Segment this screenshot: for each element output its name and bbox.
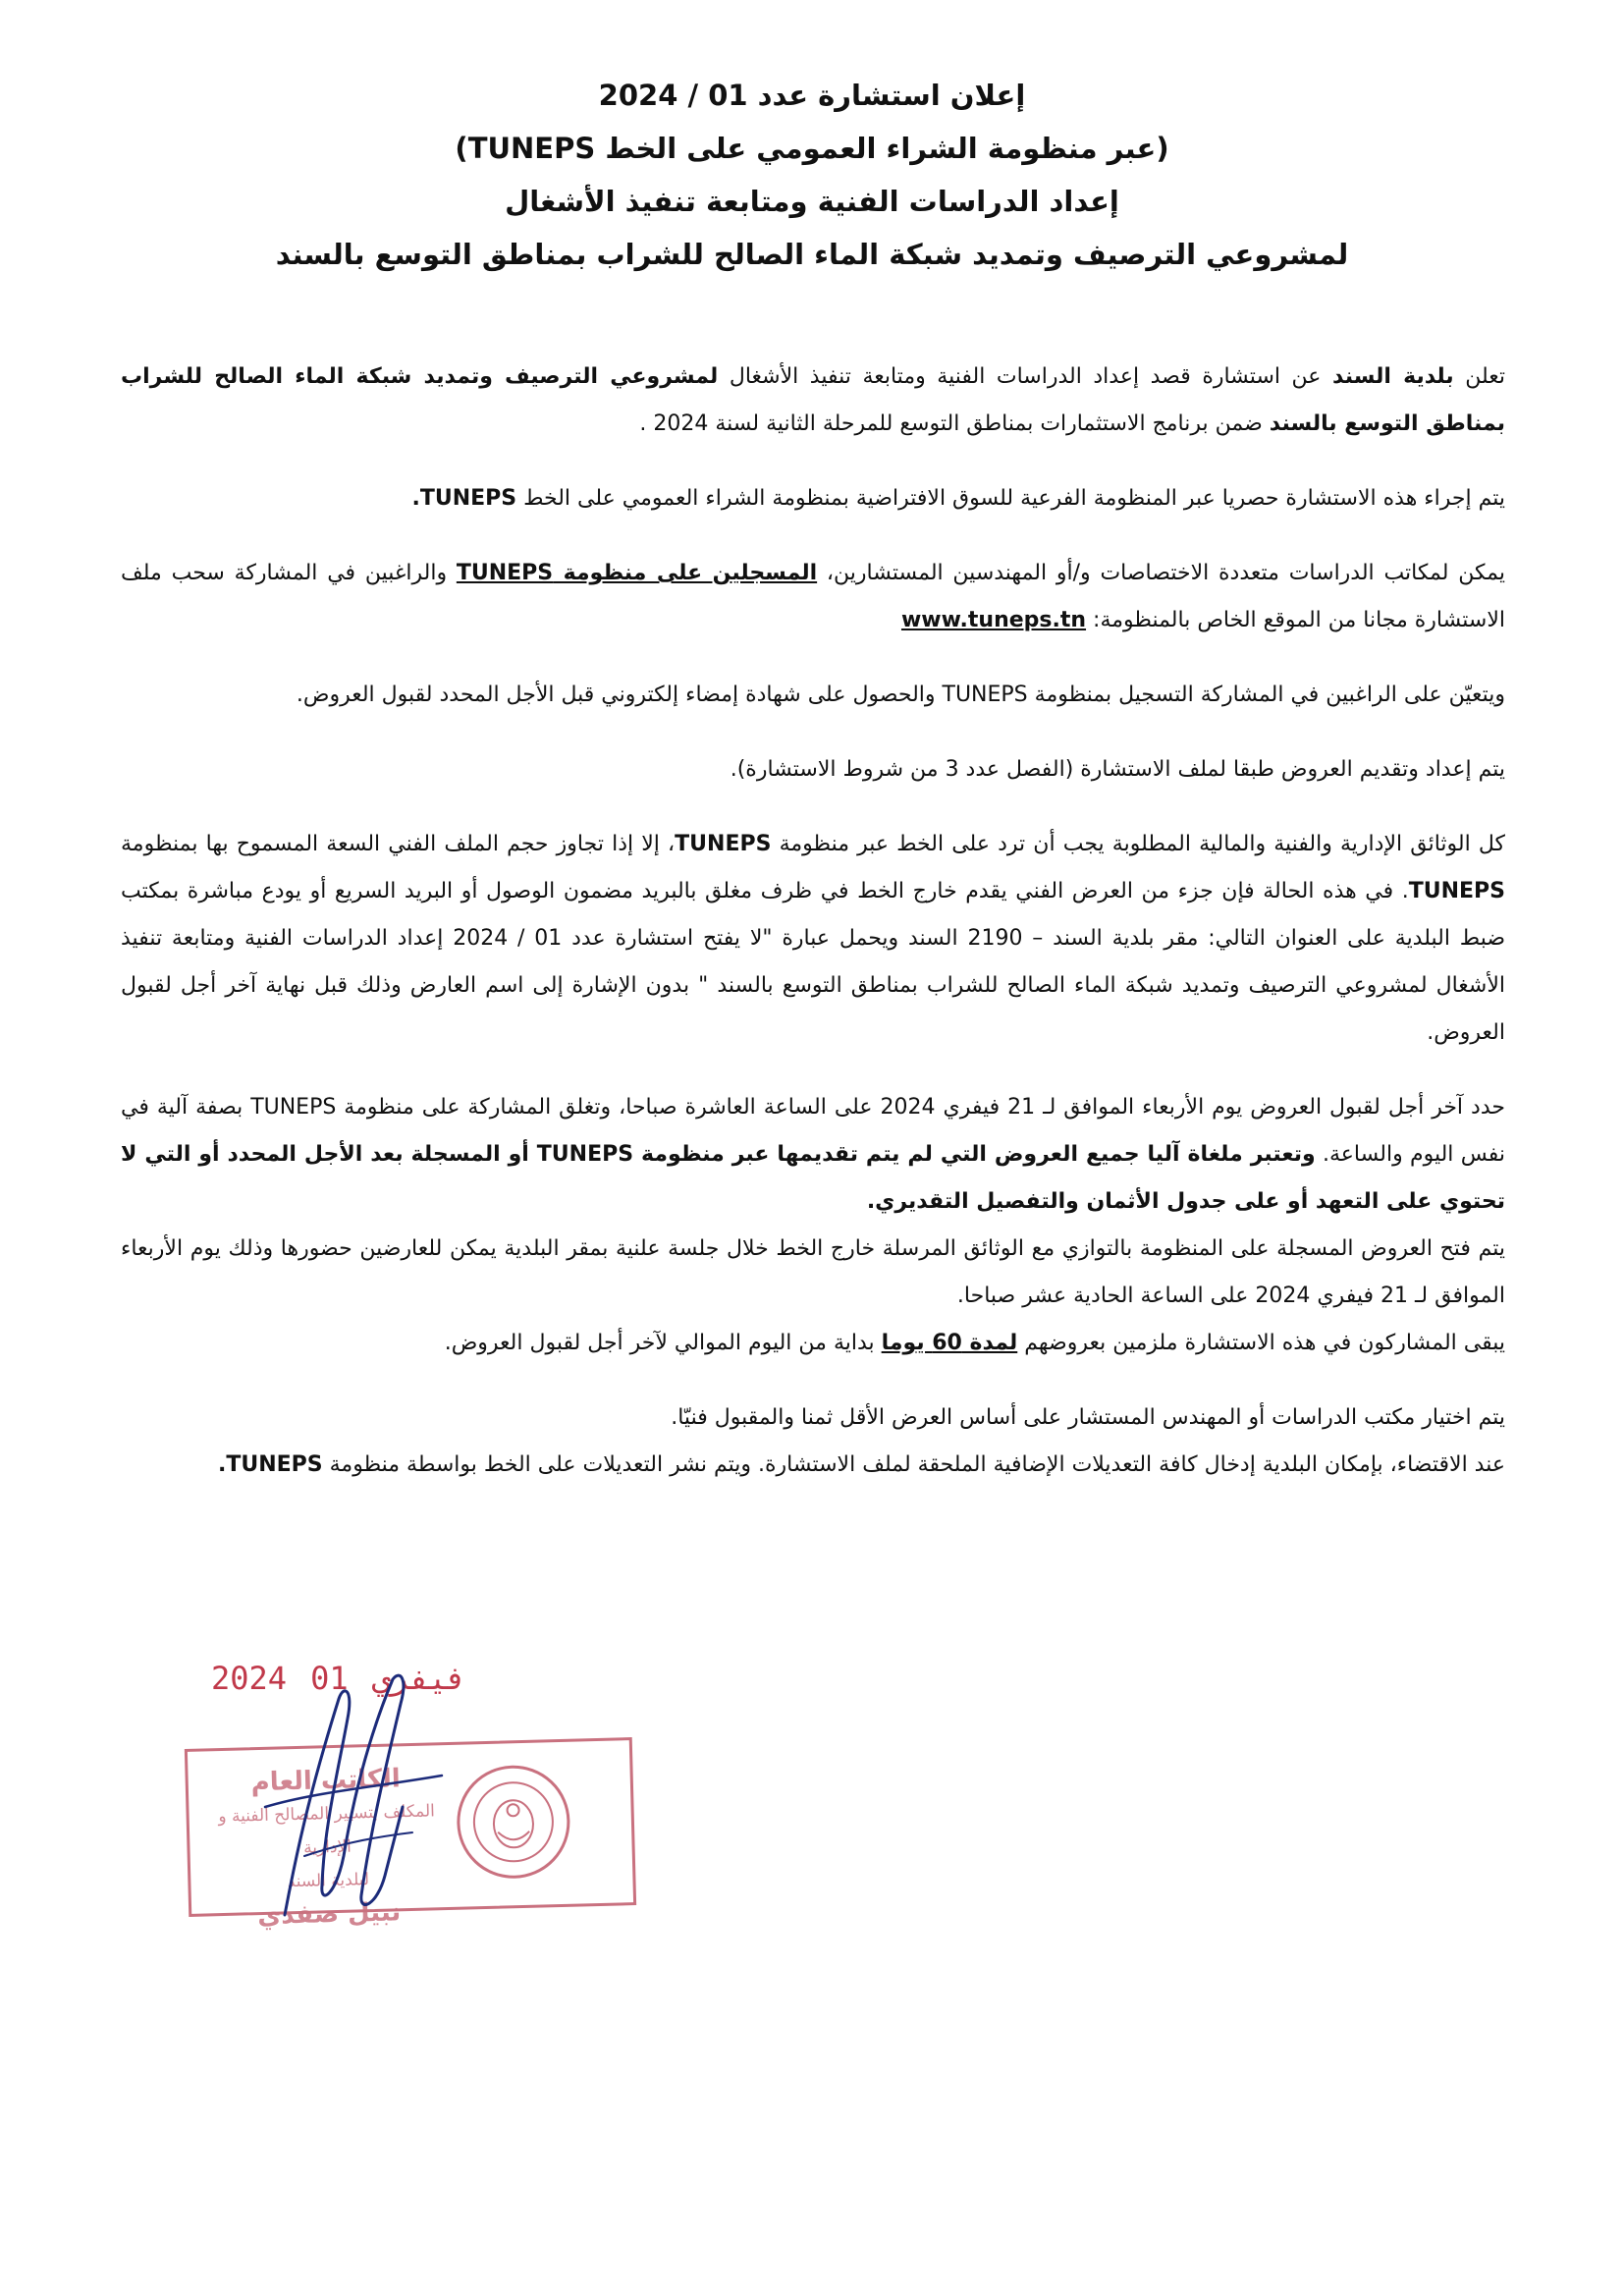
- text-run: يبقى المشاركون في هذه الاستشارة ملزمين بعروضهم: [1017, 1331, 1505, 1355]
- municipality-name: بلدية السند: [1332, 364, 1454, 389]
- text-run: عند الاقتضاء، بإمكان البلدية إدخال كافة التعديلات الإضافية الملحقة لملف الاستشارة. ويتم نشر التعديلات على الخط بواسطة منظومة: [322, 1452, 1505, 1477]
- rejection-rule: وتعتبر ملغاة آليا جميع العروض التي لم يتم تقديمها عبر منظومة TUNEPS أو المسجلة بعد الأجل المحدد أو التي لا تحتوي على التعهد أو على جدول الأثمان والتفصيل التقديري.: [121, 1142, 1505, 1214]
- paragraph-documents: [121, 821, 1505, 1057]
- text-run: بداية من اليوم الموالي لآخر أجل لقبول العروض.: [444, 1331, 882, 1355]
- date-stamp-year: 2024: [211, 1660, 288, 1697]
- header-subject: إعداد الدراسات الفنية ومتابعة تنفيذ الأشغال: [505, 185, 1119, 218]
- announcement-body: [121, 354, 1505, 1516]
- handwritten-signature: [245, 1660, 461, 1935]
- header-title: إعلان استشارة عدد 01 / 2024: [598, 79, 1026, 112]
- municipal-seal-icon: [453, 1762, 573, 1883]
- paragraph-selection: يتم اختيار مكتب الدراسات أو المهندس المستشار على أساس العرض الأقل ثمنا والمقبول فنيّا.: [671, 1405, 1505, 1430]
- text-run: كل الوثائق الإدارية والفنية والمالية المطلوبة يجب أن ترد على الخط عبر منظومة: [771, 832, 1505, 856]
- text-run: يمكن لمكاتب الدراسات متعددة الاختصاصات و/أو المهندسين المستشارين،: [817, 561, 1505, 585]
- text-run: . في هذه الحالة فإن جزء من العرض الفني يقدم خارج الخط في ظرف مغلق بالبريد مضمون الوصول أو البريد السريع أو يودع مباشرة بمكتب ضبط البلدية على العنوان التالي: مقر بلدية السند – 2190 السند ويحمل عبارة "لا يفتح استشارة عدد 01 / 2024 إعداد الدراسات الفنية ومتابعة تنفيذ الأشغال لمشروعي الترصيف وتمديد شبكة الماء الصالح للشراب بمناطق التوسع بالسند " بدون الإشارة إلى اسم العارض وذلك قبل نهاية آخر أجل لقبول العروض.: [121, 879, 1506, 1045]
- paragraph-validity: [121, 1320, 1505, 1367]
- header-project: لمشروعي الترصيف وتمديد شبكة الماء الصالح للشراب بمناطق التوسع بالسند: [275, 238, 1349, 271]
- project-name: لمشروعي الترصيف وتمديد شبكة الماء الصالح للشراب بمناطق التوسع بالسند: [121, 364, 1505, 436]
- text-run: عن استشارة قصد إعداد الدراسات الفنية ومتابعة تنفيذ الأشغال: [718, 364, 1332, 389]
- paragraph-preparation: يتم إعداد وتقديم العروض طبقا لملف الاستشارة (الفصل عدد 3 من شروط الاستشارة).: [730, 757, 1505, 782]
- stamp-role: المكلف بتسيير المصالح الفنية و الإدارية: [218, 1801, 436, 1858]
- paragraph-amendments: [121, 1442, 1505, 1489]
- paragraph-eligibility: [121, 550, 1505, 644]
- tuneps-label: TUNEPS: [675, 832, 772, 856]
- text-run: والراغبين في المشاركة سحب ملف الاستشارة مجانا من الموقع الخاص بالمنظومة:: [121, 561, 1505, 632]
- stamp-name: نبيل صفدي: [256, 1897, 402, 1932]
- text-run: ضمن برنامج الاستثمارات بمناطق التوسع للمرحلة الثانية لسنة 2024 .: [639, 411, 1270, 436]
- text-run: ، إلا إذا تجاوز حجم الملف الفني السعة المسموح بها بمنظومة: [121, 832, 676, 856]
- date-stamp-month: فيفري: [371, 1660, 466, 1697]
- tuneps-website-link[interactable]: www.tuneps.tn: [900, 608, 1087, 632]
- date-stamp-day: 01: [310, 1660, 349, 1697]
- tuneps-label: TUNEPS.: [411, 486, 517, 511]
- stamp-municipality: لبلدية السند: [287, 1870, 370, 1892]
- paragraph-intro: [121, 354, 1505, 448]
- validity-period: لمدة 60 يوما: [881, 1331, 1018, 1355]
- stamp-title: الكاتب العام: [250, 1764, 402, 1798]
- text-run: تعلن: [1453, 364, 1505, 389]
- announcement-header: [0, 69, 1624, 281]
- tuneps-label: TUNEPS.: [217, 1452, 323, 1477]
- registered-requirement: المسجلين على منظومة TUNEPS: [456, 561, 818, 585]
- paragraph-procedure: [121, 475, 1505, 522]
- header-subtitle: (عبر منظومة الشراء العمومي على الخط TUNEPS): [455, 132, 1169, 165]
- text-run: يتم إجراء هذه الاستشارة حصريا عبر المنظومة الفرعية للسوق الافتراضية بمنظومة الشراء العمومي على الخط: [516, 486, 1505, 511]
- text-run: حدد آخر أجل لقبول العروض يوم الأربعاء الموافق لـ 21 فيفري 2024 على الساعة العاشرة صباحا، وتغلق المشاركة على منظومة TUNEPS بصفة آلية في نفس اليوم والساعة.: [121, 1095, 1506, 1167]
- paragraph-registration: ويتعيّن على الراغبين في المشاركة التسجيل بمنظومة TUNEPS والحصول على شهادة إمضاء إلكتروني قبل الأجل المحدد لقبول العروض.: [296, 683, 1505, 707]
- tuneps-label: TUNEPS: [1408, 879, 1505, 903]
- paragraph-opening: يتم فتح العروض المسجلة على المنظومة بالتوازي مع الوثائق المرسلة خارج الخط خلال جلسة علنية بمقر البلدية يمكن للعارضين حضورها وذلك يوم الأربعاء الموافق لـ 21 فيفري 2024 على الساعة الحادية عشر صباحا.: [121, 1236, 1505, 1308]
- paragraph-deadline: [121, 1084, 1505, 1226]
